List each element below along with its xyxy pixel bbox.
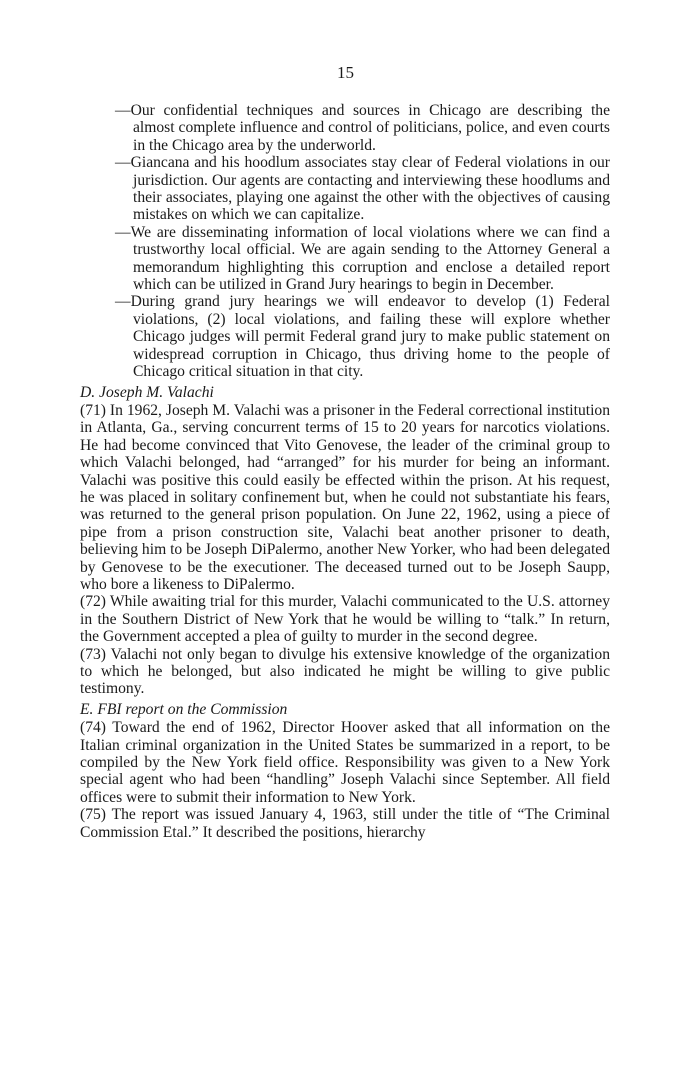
section-heading-fbi-report: E. FBI report on the Commission	[80, 700, 288, 718]
page-number: 15	[337, 63, 354, 82]
paragraph-74: (74) Toward the end of 1962, Director Hoover asked that all information on the Italian criminal organization in the United States be summarized in a report, to be compiled by the New York field office. Responsibility was given to a New York special agent who had been “handling” Joseph Valachi since September. All field offices were to submit their information to New York.	[80, 719, 610, 806]
section-heading-valachi: D. Joseph M. Valachi	[80, 383, 214, 401]
paragraph-71: (71) In 1962, Joseph M. Valachi was a prisoner in the Federal correctional institution in Atlanta, Ga., serving concurrent terms of 15 to 20 years for narcotics violations. He had become convinced that Vito Genovese, the leader of the criminal group to which Valachi belonged, had “arranged” for his murder for being an informant. Valachi was positive this could easily be effected within the prison. At his request, he was placed in solitary confinement but, when he could not substantiate his fears, was returned to the general prison population. On June 22, 1962, using a piece of pipe from a prison construction site, Valachi beat another prisoner to death, believing him to be Joseph DiPalermo, another New Yorker, who had been delegated by Genovese to be the executioner. The deceased turned out to be Joseph Saupp, who bore a likeness to DiPalermo.	[80, 401, 610, 593]
bullet-item: —We are disseminating information of local violations where we can find a trustworthy local official. We are again sending to the Attorney General a memorandum highlighting this corruption and enclose a detailed report which can be utilized in Grand Jury hearings to begin in December.	[115, 223, 610, 294]
paragraph-72: (72) While awaiting trial for this murder, Valachi communicated to the U.S. attorney in the Southern District of New York that he would be willing to “talk.” In return, the Government accepted a plea of guilty to murder in the second degree.	[80, 593, 610, 646]
paragraph-73: (73) Valachi not only began to divulge his extensive knowledge of the organization to which he belonged, but also indicated he might be willing to give public testimony.	[80, 645, 610, 698]
bullet-item: —Our confidential techniques and sources in Chicago are describing the almost complete influence and control of politicians, police, and even courts in the Chicago area by the underworld.	[115, 102, 610, 154]
page-body	[80, 102, 610, 841]
chicago-bullet-list	[80, 102, 610, 381]
paragraph-75: (75) The report was issued January 4, 1963, still under the title of “The Criminal Commission Etal.” It described the positions, hierarchy	[80, 806, 610, 841]
bullet-item: —During grand jury hearings we will endeavor to develop (1) Federal violations, (2) local violations, and failing these will explore whether Chicago judges will permit Federal grand jury to make public statement on widespread corruption in Chicago, thus driving home to the people of Chicago critical situation in that city.	[115, 293, 610, 381]
bullet-item: —Giancana and his hoodlum associates stay clear of Federal violations in our jurisdiction. Our agents are contacting and interviewing these hoodlums and their associates, playing one against the other with the objectives of causing mistakes on which we can capitalize.	[115, 154, 610, 224]
